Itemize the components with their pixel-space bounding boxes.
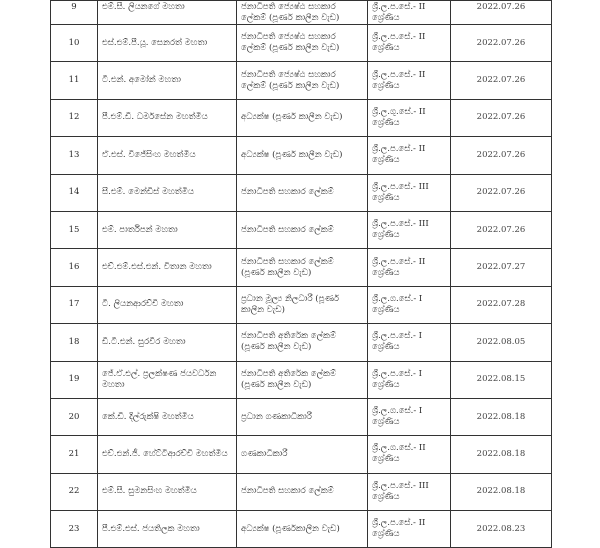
grade-cell (368, 511, 451, 548)
post-cell (237, 1, 368, 25)
table-row (51, 25, 552, 62)
assumed-date: 2022.07.26 (451, 211, 552, 248)
post-line-1: ජනාධිපති ජ්‍යෙෂ්ඨ සහකාර (241, 32, 336, 43)
post-cell (237, 99, 368, 136)
assumed-date: 2022.07.26 (451, 62, 552, 99)
post-cell (237, 436, 368, 473)
grade-cell (368, 286, 451, 323)
assumed-date: 2022.07.26 (451, 1, 552, 25)
officer-name: ජේ.ඒ.එල්. ප්‍රලක්ෂණ ජයවර්ධන මහතා (98, 361, 237, 398)
post-line-1: ජනාධිපති සහකාර ලේකම් (241, 486, 334, 497)
post-line-1: ජනාධිපති අතිරේක ලේකම් (241, 368, 337, 379)
grade-cell (368, 436, 451, 473)
post-line-2: (පූර්ණ කාලීන වැඩ) (241, 267, 312, 278)
officer-name: පී.එම්.එස්. ජයතිලක මහතා (98, 511, 237, 548)
assumed-date: 2022.08.05 (451, 324, 552, 361)
grade-cell (368, 1, 451, 25)
table-row (51, 211, 552, 248)
grade-line-1: ශ්‍රී.ල.ප.සේ.- II (372, 32, 426, 43)
officer-name: සී.එම්. මෙන්ඩිස් මහත්මිය (98, 174, 237, 211)
row-number: 21 (51, 436, 98, 473)
table-row (51, 249, 552, 286)
table-row (51, 99, 552, 136)
post-line-2: ලේකම් (පූර්ණ කාලීන වැඩ) (241, 43, 340, 54)
grade-line-2: ශ්‍රේණිය (372, 491, 400, 502)
grade-line-1: ශ්‍රී.ල.ප.සේ.- II (372, 256, 426, 267)
row-number: 12 (51, 99, 98, 136)
table-row (51, 174, 552, 211)
table-row (51, 1, 552, 25)
grade-line-1: ශ්‍රී.ල.ප.සේ.- I (372, 368, 422, 379)
grade-cell (368, 361, 451, 398)
post-cell (237, 473, 368, 510)
grade-cell (368, 174, 451, 211)
post-cell (237, 398, 368, 435)
row-number: 16 (51, 249, 98, 286)
assumed-date: 2022.07.28 (451, 286, 552, 323)
table-body (51, 1, 552, 548)
grade-line-1: ශ්‍රී.ල.ප.සේ.- II (372, 518, 426, 529)
officer-name: ටී.එන්. අමෝන් මහතා (98, 62, 237, 99)
post-line-1: ගණකාධිකාරී (241, 448, 288, 459)
row-number: 13 (51, 137, 98, 174)
row-number: 11 (51, 62, 98, 99)
grade-line-1: ශ්‍රී.ල.ග.සේ.- II (372, 443, 426, 454)
table-row (51, 361, 552, 398)
post-cell (237, 249, 368, 286)
post-line-1: අධ්‍යක්ෂ (පූර්ණ කාලීන වැඩ) (241, 149, 343, 160)
post-cell (237, 286, 368, 323)
grade-line-1: ශ්‍රී.ල.ප.සේ.- II (372, 2, 426, 12)
post-cell (237, 137, 368, 174)
officer-name: එච්.එන්.ජී. හේට්ටිආරච්චි මහත්මිය (98, 436, 237, 473)
post-cell (237, 324, 368, 361)
row-number: 14 (51, 174, 98, 211)
grade-line-1: ශ්‍රී.ල.ප.සේ.- III (372, 480, 429, 491)
row-number: 23 (51, 511, 98, 548)
grade-cell (368, 473, 451, 510)
assumed-date: 2022.08.23 (451, 511, 552, 548)
appointments-table (50, 0, 552, 548)
assumed-date: 2022.08.18 (451, 436, 552, 473)
table-row (51, 398, 552, 435)
table-row (51, 436, 552, 473)
table-row (51, 286, 552, 323)
post-line-2: ලේකම් (පූර්ණ කාලීන වැඩ) (241, 13, 340, 23)
grade-line-1: ශ්‍රී.ල.ප.සේ.- III (372, 181, 429, 192)
grade-cell (368, 62, 451, 99)
post-line-2: කාලීන වැඩ) (241, 304, 285, 315)
post-line-2: (පූර්ණ කාලීන වැඩ) (241, 379, 312, 390)
grade-line-2: ශ්‍රේණිය (372, 80, 400, 91)
grade-line-2: ශ්‍රේණිය (372, 267, 400, 278)
officer-name: එම්.සී. සුමනසිංහ මහත්මිය (98, 473, 237, 510)
row-number: 15 (51, 211, 98, 248)
grade-line-2: ශ්‍රේණිය (372, 379, 400, 390)
grade-line-2: ශ්‍රේණිය (372, 304, 400, 315)
grade-line-2: ශ්‍රේණිය (372, 43, 400, 54)
post-line-1: ජනාධිපති සහකාර ලේකම් (241, 256, 334, 267)
grade-cell (368, 211, 451, 248)
grade-line-2: ශ්‍රේණිය (372, 117, 400, 128)
assumed-date: 2022.08.18 (451, 398, 552, 435)
table-row (51, 324, 552, 361)
officer-name: ඒ.එස්. විජේසිංහ මහත්මිය (98, 137, 237, 174)
assumed-date: 2022.07.26 (451, 25, 552, 62)
grade-line-2: ශ්‍රේණිය (372, 13, 400, 23)
post-line-1: ජනාධිපති සහකාර ලේකම් (241, 187, 334, 198)
grade-cell (368, 25, 451, 62)
post-line-2: (පූර්ණ කාලීන වැඩ) (241, 342, 312, 353)
officer-name: එම්.සී. ලියනගේ මහතා (98, 1, 237, 25)
post-line-1: ප්‍රධාන ගණකාධිකාරී (241, 411, 312, 422)
grade-line-1: ශ්‍රී.ල.ප.සේ.- III (372, 219, 429, 230)
post-cell (237, 174, 368, 211)
row-number: 10 (51, 25, 98, 62)
grade-line-2: ශ්‍රේණිය (372, 155, 400, 166)
grade-line-2: ශ්‍රේණිය (372, 529, 400, 540)
officer-name: ඩී.ටී.එන්. සුරවීර මහතා (98, 324, 237, 361)
assumed-date: 2022.07.27 (451, 249, 552, 286)
post-cell (237, 361, 368, 398)
assumed-date: 2022.07.26 (451, 174, 552, 211)
officer-name: පී.එම්.ඩී. ධර්මසේන මහත්මිය (98, 99, 237, 136)
officer-name: ටී. ලියනආරච්චි මහතා (98, 286, 237, 323)
row-number: 22 (51, 473, 98, 510)
assumed-date: 2022.07.26 (451, 99, 552, 136)
post-line-1: ප්‍රධාන මූල්‍ය නිලධාරී (පූර්ණ (241, 293, 340, 304)
post-line-1: ජනාධිපති සහකාර ලේකම් (241, 224, 334, 235)
table-row (51, 62, 552, 99)
row-number: 17 (51, 286, 98, 323)
table-row (51, 137, 552, 174)
officer-name: එස්.එම්.පී.යූ. සෙනරත් මහතා (98, 25, 237, 62)
grade-cell (368, 398, 451, 435)
post-cell (237, 211, 368, 248)
row-number: 20 (51, 398, 98, 435)
officer-name: එච්.එම්.එස්.එන්. විතාන මහතා (98, 249, 237, 286)
grade-cell (368, 249, 451, 286)
assumed-date: 2022.07.26 (451, 137, 552, 174)
table-row (51, 473, 552, 510)
grade-cell (368, 137, 451, 174)
post-line-1: අධ්‍යක්ෂ (පූර්ණ කාලීන වැඩ) (241, 112, 343, 123)
grade-line-1: ශ්‍රී.ල.ග.සේ.- I (372, 293, 423, 304)
grade-line-1: ශ්‍රී.ල.ග.සේ.- I (372, 406, 423, 417)
grade-cell (368, 324, 451, 361)
post-line-1: ජනාධිපති අතිරේක ලේකම් (241, 331, 337, 342)
row-number: 9 (51, 1, 98, 25)
post-line-1: ජනාධිපති ජ්‍යෙෂ්ඨ සහකාර (241, 69, 336, 80)
row-number: 19 (51, 361, 98, 398)
grade-cell (368, 99, 451, 136)
post-cell (237, 62, 368, 99)
post-cell (237, 25, 368, 62)
grade-line-1: ශ්‍රී.ල.ගු.සේ.- II (372, 106, 426, 117)
post-line-2: ලේකම් (පූර්ණ කාලීන වැඩ) (241, 80, 340, 91)
grade-line-2: ශ්‍රේණිය (372, 454, 400, 465)
grade-line-2: ශ්‍රේණිය (372, 230, 400, 241)
assumed-date: 2022.08.18 (451, 473, 552, 510)
officer-name: එම්. පාර්තිපන් මහතා (98, 211, 237, 248)
post-line-1: අධ්‍යක්ෂ (පූර්ණකාලීන වැඩ) (241, 523, 340, 534)
grade-line-1: ශ්‍රී.ල.ප.සේ.- I (372, 331, 422, 342)
grade-line-1: ශ්‍රී.ල.ප.සේ.- II (372, 69, 426, 80)
assumed-date: 2022.08.15 (451, 361, 552, 398)
post-cell (237, 511, 368, 548)
grade-line-2: ශ්‍රේණිය (372, 417, 400, 428)
grade-line-2: ශ්‍රේණිය (372, 192, 400, 203)
post-line-1: ජනාධිපති ජ්‍යෙෂ්ඨ සහකාර (241, 2, 336, 12)
grade-line-1: ශ්‍රී.ල.ප.සේ.- II (372, 144, 426, 155)
row-number: 18 (51, 324, 98, 361)
table-row (51, 511, 552, 548)
officer-name: කේ.ඩී. දිල්රුක්ෂි මහත්මිය (98, 398, 237, 435)
grade-line-2: ශ්‍රේණිය (372, 342, 400, 353)
